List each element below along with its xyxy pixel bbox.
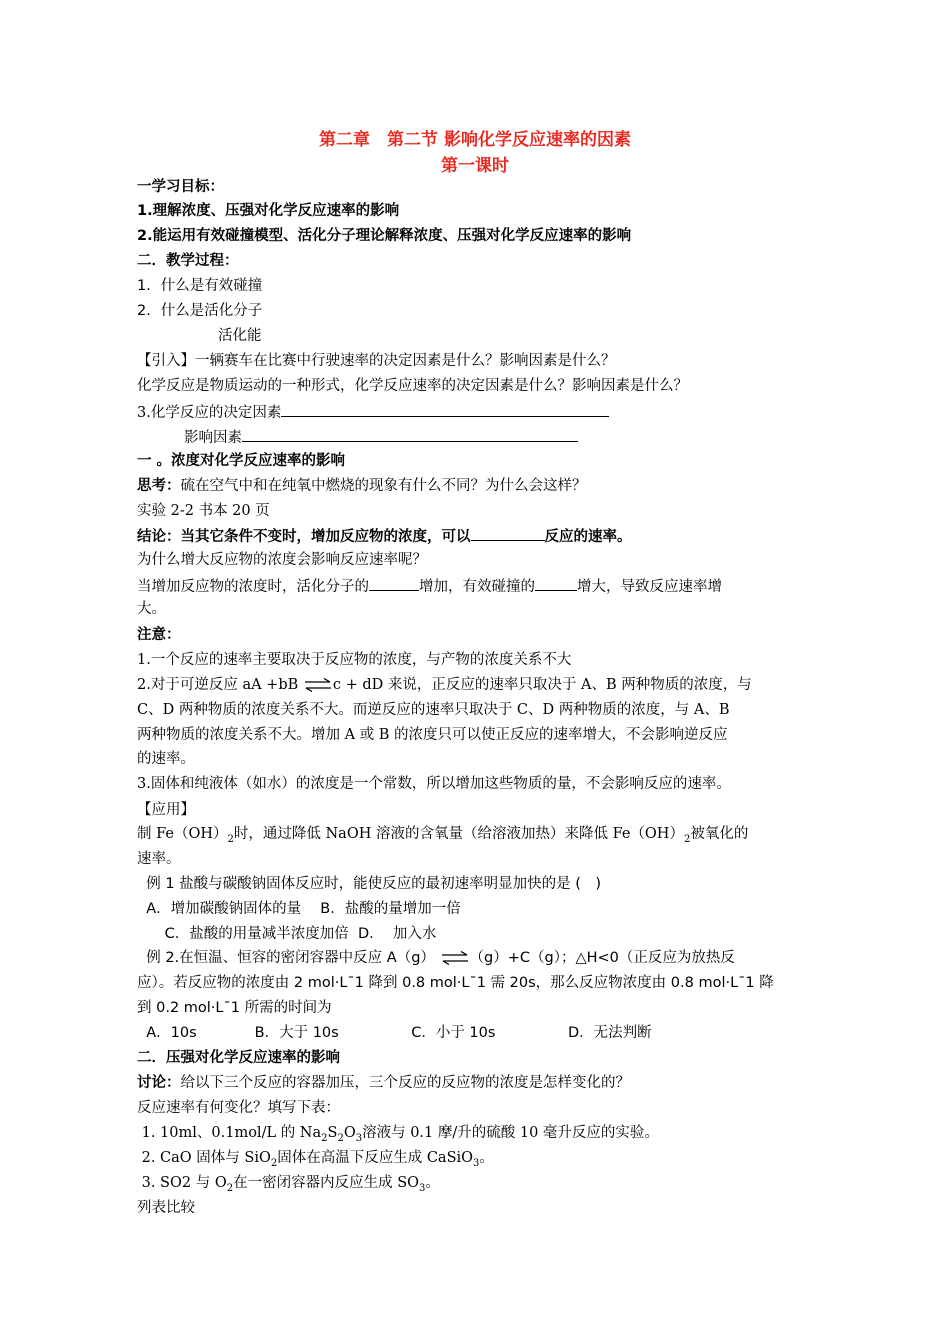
activation-energy-label: 活化能 — [218, 328, 262, 344]
subscript: 2 — [226, 1182, 234, 1194]
influence-factor-label: 影响因素 — [184, 430, 242, 446]
explanation-end: 大。 — [137, 601, 166, 617]
reversible-arrow-icon — [440, 951, 470, 965]
conclusion-text: 结论：当其它条件不变时，增加反应物的浓度，可以 — [137, 528, 471, 545]
application-part2: 时，通过降低 NaOH 溶液的含氧量（给溶液加热）来降低 Fe（OH） — [233, 826, 684, 842]
reaction-2-part: 固体在高温下反应生成 CaSiO — [277, 1150, 474, 1166]
why-question: 为什么增大反应物的浓度会影响反应速率呢？ — [137, 552, 427, 568]
subscript: 2 — [270, 1157, 278, 1169]
application-line — [137, 824, 748, 850]
reaction-2-part: 2. CaO 固体与 SiO — [137, 1150, 271, 1166]
reaction-1 — [137, 1123, 659, 1149]
reaction-1-part: S — [327, 1125, 338, 1141]
example-2-line — [137, 948, 735, 968]
note-2-line — [137, 675, 752, 695]
explanation-blank-2 — [535, 575, 577, 591]
question-1: 1．什么是有效碰撞 — [137, 278, 263, 294]
subscript: 3 — [473, 1157, 480, 1169]
subscript: 2 — [321, 1132, 328, 1144]
goal-1: 1.理解浓度、压强对化学反应速率的影响 — [137, 203, 400, 219]
discussion-label: 讨论： — [137, 1074, 181, 1091]
think-text: 硫在空气中和在纯氧中燃烧的现象有什么不同？为什么会这样？ — [180, 478, 587, 494]
reaction-3-part: 在一密闭容器内反应生成 SO — [233, 1175, 420, 1191]
subscript: 2 — [337, 1132, 344, 1144]
conclusion-tail: 反应的速率。 — [544, 528, 632, 545]
conclusion-line — [137, 525, 632, 547]
note-1: 1.一个反应的速率主要取决于反应物的浓度，与产物的浓度关系不大 — [137, 652, 572, 668]
note-heading: 注意： — [137, 626, 181, 643]
application-part1: 制 Fe（OH） — [137, 826, 228, 842]
explanation-blank-1 — [369, 575, 419, 591]
discussion-line — [137, 1073, 630, 1093]
note-2-cont-1: C、D 两种物质的浓度关系不大。而逆反应的速率只取决于 C、D 两种物质的浓度，与 A、B — [137, 702, 730, 718]
think-line — [137, 476, 587, 496]
note-2-cont-3: 的速率。 — [137, 751, 195, 767]
influence-factor-blank — [242, 426, 578, 442]
section-heading-pressure: 二．压强对化学反应速率的影响 — [137, 1050, 340, 1066]
page-subtitle: 第一课时 — [441, 156, 509, 176]
example-2-cont-1: 应）。若反应物的浓度由 2 mol·L¯1 降到 0.8 mol·L¯1 需 20s，那么反应物浓度由 0.8 mol·L¯1 降 — [137, 975, 774, 991]
note-2-part1: 2.对于可逆反应 aA +bB — [137, 677, 299, 693]
example-2-part2: （g）+C（g）；△H<0（正反应为放热反 — [469, 950, 735, 966]
application-end: 速率。 — [137, 851, 181, 867]
reaction-3-part: 3. SO2 与 O — [137, 1175, 227, 1191]
fill-table-prompt: 反应速率有何变化？填写下表： — [137, 1100, 340, 1116]
reaction-3-part: 。 — [425, 1175, 440, 1191]
example-1-options-cd: C．盐酸的用量减半浓度加倍 D． 加入水 — [137, 926, 437, 942]
subscript: 3 — [419, 1182, 426, 1194]
experiment-note: 实验 2-2 书本 20 页 — [137, 503, 270, 519]
example-2-part1: 例 2.在恒温、恒容的密闭容器中反应 A（g） — [137, 950, 435, 966]
section-heading-goals: 一学习目标： — [137, 179, 224, 195]
note-2-part2: c + dD 来说，正反应的速率只取决于 A、B 两种物质的浓度，与 — [332, 677, 752, 693]
example-2-options: A．10s B．大于 10s C．小于 10s D．无法判断 — [137, 1025, 652, 1041]
reaction-2 — [137, 1148, 494, 1174]
subscript: 2 — [227, 833, 234, 845]
application-part3: 被氧化的 — [690, 826, 749, 842]
example-2-cont-2: 到 0.2 mol·L¯1 所需的时间为 — [137, 1000, 332, 1016]
note-3: 3.固体和纯液体（如水）的浓度是一个常数，所以增加这些物质的量，不会影响反应的速率。 — [137, 776, 731, 792]
decisive-factor-blank — [281, 401, 609, 417]
reaction-1-part: 1. 10ml、0.1mol/L 的 Na — [137, 1125, 322, 1141]
reaction-1-part: 溶液与 0.1 摩/升的硫酸 10 毫升反应的实验。 — [362, 1125, 659, 1141]
note-2-cont-2: 两种物质的浓度关系不大。增加 A 或 B 的浓度只可以使正反应的速率增大，不会影响逆反应 — [137, 727, 728, 743]
intro-question: 化学反应是物质运动的一种形式，化学反应速率的决定因素是什么？影响因素是什么？ — [137, 378, 688, 394]
table-compare-label: 列表比较 — [137, 1200, 195, 1216]
reaction-2-part: 。 — [479, 1150, 494, 1166]
explanation-part3: 增大，导致反应速率增 — [577, 579, 722, 595]
goal-2: 2.能运用有效碰撞模型、活化分子理论解释浓度、压强对化学反应速率的影响 — [137, 228, 632, 244]
decisive-factor-line — [137, 401, 609, 423]
subscript: 2 — [683, 833, 691, 845]
example-1-question: 例 1 盐酸与碳酸钠固体反应时，能使反应的最初速率明显加快的是 ( ) — [137, 876, 602, 892]
example-1-options-ab: A．增加碳酸钠固体的量 B．盐酸的量增加一倍 — [137, 901, 461, 917]
explanation-line — [137, 575, 722, 597]
reaction-1-part: O — [343, 1125, 356, 1141]
discussion-text: 给以下三个反应的容器加压，三个反应的反应物的浓度是怎样变化的？ — [180, 1075, 630, 1091]
reaction-3 — [137, 1173, 440, 1199]
influence-factor-line — [184, 426, 578, 448]
reversible-arrow-icon — [303, 678, 333, 692]
section-heading-process: 二．教学过程： — [137, 253, 239, 269]
question-2: 2．什么是活化分子 — [137, 303, 263, 319]
explanation-part2: 增加，有效碰撞的 — [419, 579, 535, 595]
conclusion-blank — [471, 525, 545, 541]
intro-paragraph: 【引入】一辆赛车在比赛中行驶速率的决定因素是什么？影响因素是什么？ — [137, 353, 616, 369]
application-heading: 【应用】 — [137, 802, 195, 818]
subscript: 3 — [355, 1132, 363, 1144]
decisive-factor-label: 3.化学反应的决定因素 — [137, 405, 282, 421]
explanation-part1: 当增加反应物的浓度时，活化分子的 — [137, 579, 369, 595]
section-heading-concentration: 一 。浓度对化学反应速率的影响 — [137, 453, 346, 469]
page-title: 第二章 第二节 影响化学反应速率的因素 — [319, 130, 631, 150]
think-label: 思考： — [137, 477, 181, 494]
